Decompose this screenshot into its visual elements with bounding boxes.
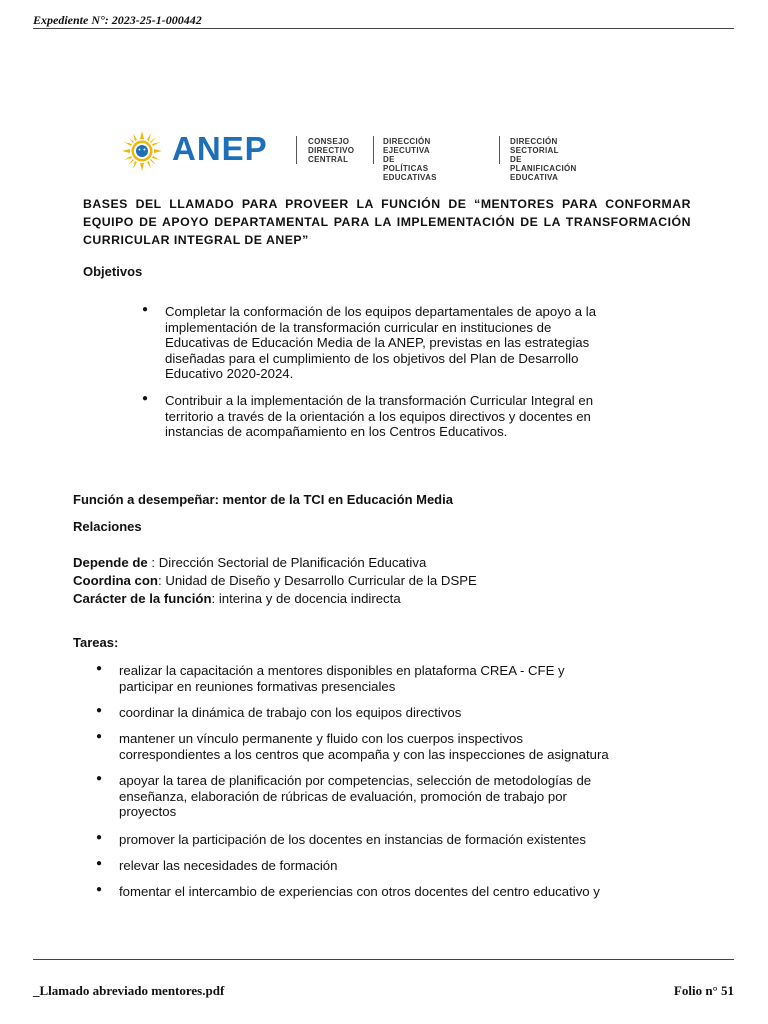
header-rule xyxy=(33,28,734,29)
bullet: ● xyxy=(142,304,149,315)
tarea-item: fomentar el intercambio de experiencias con otros docentes del centro educativo y xyxy=(119,884,600,899)
footer-rule xyxy=(33,959,734,960)
org-direccion-ejecutiva: DIRECCIÓN EJECUTIVA DE POLÍTICAS EDUCATIVAS xyxy=(383,137,437,182)
funcion-heading: Función a desempeñar: mentor de la TCI en Educación Media xyxy=(73,492,453,507)
relaciones-heading: Relaciones xyxy=(73,519,142,534)
bullet: ● xyxy=(96,858,103,869)
logo-divider xyxy=(373,136,374,164)
org-consejo-directivo-central: CONSEJO DIRECTIVO CENTRAL xyxy=(308,137,355,164)
sun-emblem-icon xyxy=(122,131,162,171)
logo-divider xyxy=(296,136,297,164)
tarea-item: promover la participación de los docentes en instancias de formación existentes xyxy=(119,832,586,847)
detalle-caracter: Carácter de la función: interina y de docencia indirecta xyxy=(73,591,401,606)
bullet: ● xyxy=(96,884,103,895)
tareas-heading: Tareas: xyxy=(73,635,119,650)
bullet: ● xyxy=(96,663,103,674)
footer-filename: _Llamado abreviado mentores.pdf xyxy=(33,983,225,998)
objetivo-item: Completar la conformación de los equipos departamentales de apoyo a la implementación de la transformación curricular en instituciones de Educativas de Educación Media de la ANEP, previstas en las estrategias diseñadas para el cumplimiento de los objetivos del Plan de Desarrollo Educativo 2020-2024. xyxy=(165,304,597,382)
logo-divider xyxy=(499,136,500,164)
expediente-header: Expediente N°: 2023-25-1-000442 xyxy=(33,13,202,27)
footer-folio: Folio n° 51 xyxy=(673,983,734,998)
objetivo-item: Contribuir a la implementación de la transformación Curricular Integral en territorio a través de la orientación a los equipos directivos y docentes en instancias de acompañamiento en los Centros Educativos. xyxy=(165,393,594,440)
objetivos-heading: Objetivos xyxy=(83,264,143,279)
bullet: ● xyxy=(96,731,103,742)
tarea-item: realizar la capacitación a mentores disponibles en plataforma CREA - CFE y participar en reuniones formativas presenciales xyxy=(119,663,565,694)
detalle-coordina: Coordina con: Unidad de Diseño y Desarrollo Curricular de la DSPE xyxy=(73,573,477,588)
tarea-item: mantener un vínculo permanente y fluido con los cuerpos inspectivos correspondientes a los centros que acompaña y con las inspecciones de asignatura xyxy=(119,731,609,762)
detalle-depende: Depende de : Dirección Sectorial de Planificación Educativa xyxy=(73,555,427,570)
bullet: ● xyxy=(96,773,103,784)
org-direccion-sectorial: DIRECCIÓN SECTORIAL DE PLANIFICACIÓN EDUCATIVA xyxy=(510,137,577,182)
bullet: ● xyxy=(142,393,149,404)
bullet: ● xyxy=(96,705,103,716)
tarea-item: apoyar la tarea de planificación por competencias, selección de metodologías de enseñanza, elaboración de rúbricas de evaluación, promoción de trabajo por proyectos xyxy=(119,773,592,820)
tarea-item: coordinar la dinámica de trabajo con los equipos directivos xyxy=(119,705,462,720)
anep-wordmark: ANEP xyxy=(172,130,268,167)
bullet: ● xyxy=(96,832,103,843)
tarea-item: relevar las necesidades de formación xyxy=(119,858,338,873)
document-title: BASES DEL LLAMADO PARA PROVEER LA FUNCIÓN DE “MENTORES PARA CONFORMAR EQUIPO DE APOYO DEPARTAMENTAL PARA LA IMPLEMENTACIÓN DE LA TRANSFORMACIÓN CURRICULAR INTEGRAL DE ANEP” xyxy=(83,197,691,247)
